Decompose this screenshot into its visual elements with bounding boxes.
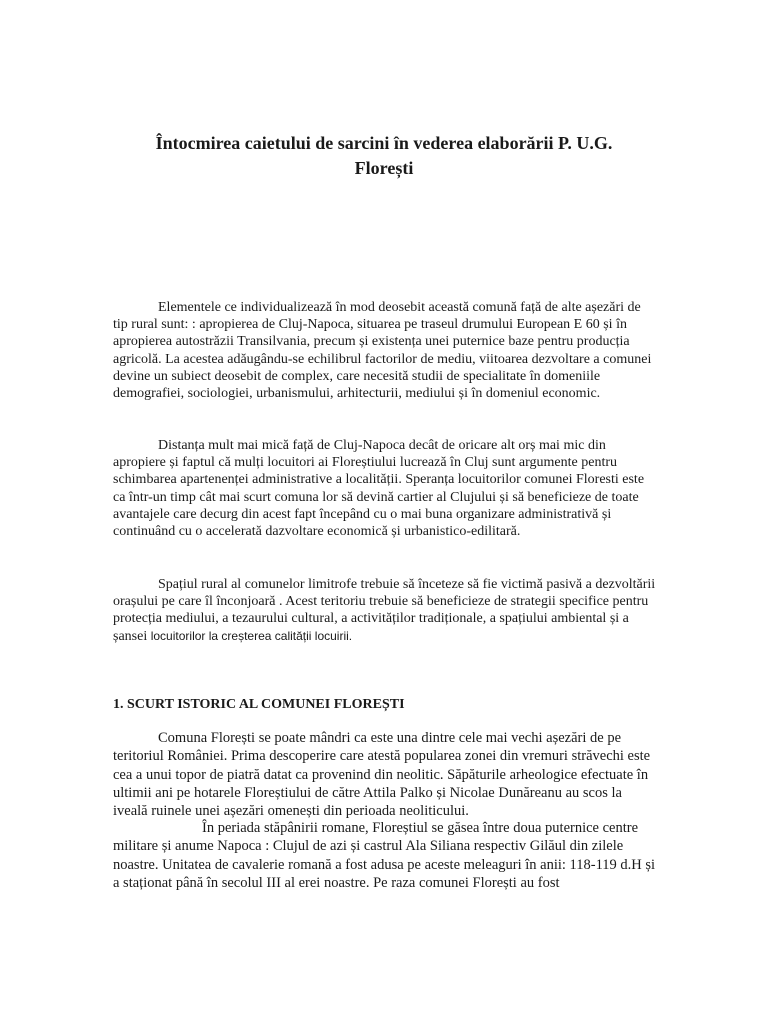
history-paragraph-2-text: În periada stăpânirii romane, Floreștiul se găsea între doua puternice centre militare și anume Napoca : Clujul de azi și castrul Ala Siliana respectiv Gilăul din zilele noastre. Unitatea de cavalerie romană a fost adusa pe aceste meleaguri în anii: 118-119 d.H și a staționat până în secolul III al erei noastre. Pe raza comunei Florești au fost	[113, 820, 656, 891]
intro-paragraph-1-text: Elementele ce individualizează în mod deosebit această comună față de alte așezări de tip rural sunt: : apropierea de Cluj-Napoca, situarea pe traseul drumului European E 60 și în apropierea autostrăzii Transilvania, precum și existența unei puternice baze pentru producția agricolă. La acestea adăugându-se echilibrul factorilor de mediu, viitoarea dezvoltare a comunei devine un subiect deosebit de complex, care necesită studii de specialitate în domeniile demografiei, sociologiei, urbanismului, arhitecturii, mediului și în domeniul economic.	[113, 300, 652, 402]
history-paragraph-1-text: Comuna Florești se poate mândri ca este una dintre cele mai vechi așezări de pe teritoriul României. Prima descoperire care atestă popularea zonei din vremuri străvechi este cea a unui topor de piatră datat ca provenind din neolitic. Săpăturile arheologice efectuate în ultimii ani pe hotarele Floreștiului de către Attila Palko și Nicolae Dunăreanu au scos la iveală ruinele unei așezări omenești din perioada neoliticului.	[113, 730, 651, 820]
document-title-line-2: Florești	[354, 158, 414, 178]
intro-paragraph-1	[113, 299, 658, 402]
history-paragraph-2	[113, 819, 658, 892]
history-paragraph-1	[113, 729, 658, 820]
intro-paragraph-3-text: Spațiul rural al comunelor limitrofe trebuie să înceteze să fie victimă pasivă a dezvoltării orașului pe care îl înconjoară . Acest teritoriu trebuie să beneficieze de strategii specifice pentru protecția mediului, a tezaurului cultural, a activităților tradiționale, a spațiului ambiental și a șansei	[113, 577, 656, 644]
intro-paragraph-2	[113, 437, 658, 540]
section-heading: 1. SCURT ISTORIC AL COMUNEI FLOREȘTI	[113, 697, 405, 712]
intro-paragraph-3	[113, 576, 658, 645]
intro-paragraph-2-text: Distanța mult mai mică față de Cluj-Napoca decât de oricare alt orș mai mic din apropiere și faptul că mulți locuitori ai Floreștiului lucrează în Cluj sunt argumente pentru schimbarea apartenenței administrative a localității. Speranța locuitorilor comunei Floresti este ca într-un timp cât mai scurt comuna lor să devină cartier al Clujului și să beneficieze de toate avantajele care decurg din acest fapt începând cu o mai buna organizare administrativă și continuând cu o accelerată dazvoltare economică și urbanistico-edilitară.	[113, 438, 645, 540]
document-title	[110, 131, 658, 181]
document-title-line-1: Întocmirea caietului de sarcini în vederea elaborării P. U.G.	[155, 133, 613, 153]
intro-paragraph-3-tail: locuitorilor la creșterea calității locuirii.	[150, 628, 353, 643]
